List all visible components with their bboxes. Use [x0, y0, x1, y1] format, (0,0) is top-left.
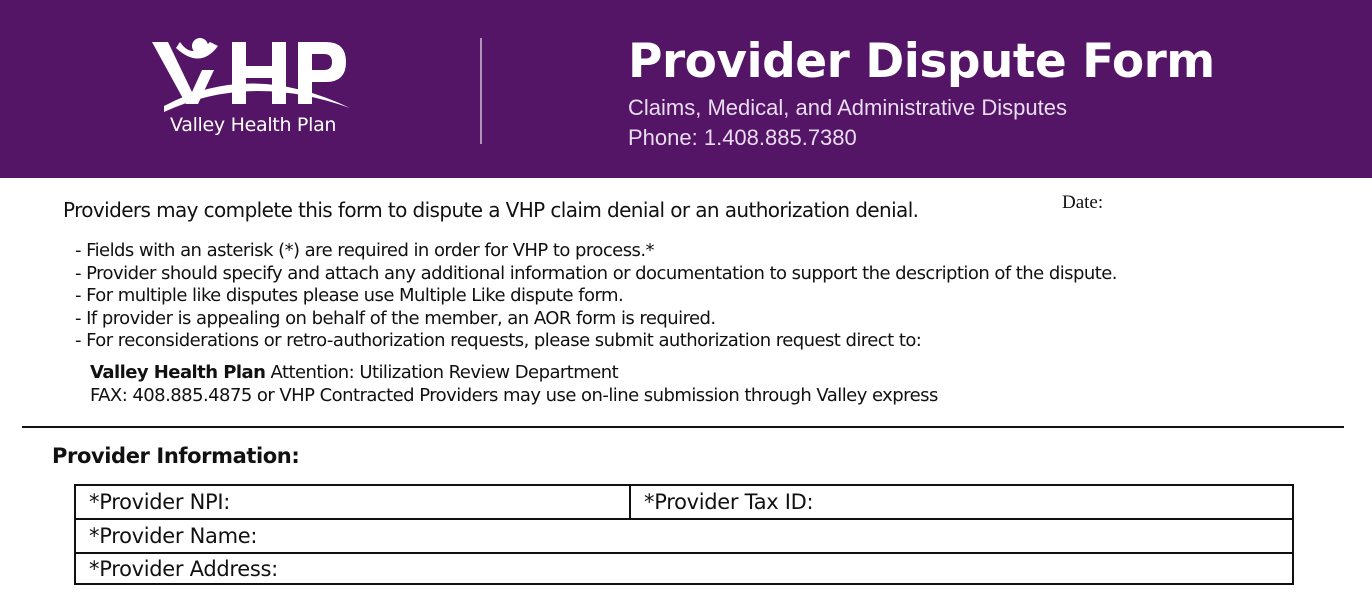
vhp-logo	[140, 30, 360, 150]
date-field-label[interactable]: Date:	[1062, 192, 1104, 213]
contact-phone: Phone: 1.408.885.7380	[628, 125, 857, 150]
provider-section-title: Provider Information:	[52, 444, 300, 468]
provider-name-label: *Provider Name:	[89, 524, 258, 548]
vhp-logo-mark	[140, 30, 360, 120]
provider-npi-field[interactable]	[76, 486, 631, 518]
list-item: - For multiple like disputes please use Multiple Like dispute form.	[75, 285, 624, 306]
list-item: - Provider should specify and attach any additional information or documentation to support the description of the dispute.	[75, 262, 1117, 284]
provider-tax-id-field[interactable]	[631, 486, 1292, 518]
header-banner	[0, 0, 1372, 178]
provider-name-field[interactable]	[76, 520, 1292, 552]
list-item: - If provider is appealing on behalf of the member, an AOR form is required.	[75, 307, 716, 329]
org-name: Valley Health Plan	[90, 362, 266, 383]
provider-address-label: *Provider Address:	[89, 556, 278, 581]
provider-tax-id-label: *Provider Tax ID:	[644, 490, 814, 514]
contact-block	[90, 362, 938, 407]
intro-text: Providers may complete this form to dispute a VHP claim denial or an authorization denial.	[63, 198, 919, 222]
provider-npi-label: *Provider NPI:	[89, 490, 231, 514]
fax-line: FAX: 408.885.4875 or VHP Contracted Providers may use on-line submission through Valley express	[90, 384, 938, 406]
attention-text: Attention: Utilization Review Department	[265, 362, 619, 383]
section-divider	[22, 426, 1344, 428]
page-title: Provider Dispute Form	[628, 34, 1215, 89]
table-row	[76, 486, 1292, 520]
table-row	[76, 520, 1292, 554]
list-item: - For reconsiderations or retro-authorization requests, please submit authorization request direct to:	[75, 330, 922, 351]
attention-line	[90, 362, 938, 385]
banner-divider	[480, 38, 482, 144]
logo-tagline: Valley Health Plan	[170, 114, 337, 136]
provider-info-table	[74, 484, 1294, 585]
list-item: - Fields with an asterisk (*) are required in order for VHP to process.*	[75, 240, 654, 261]
page-subtitle: Claims, Medical, and Administrative Disputes	[628, 95, 1067, 120]
instructions-list	[75, 240, 1117, 353]
table-row	[76, 554, 1292, 583]
provider-address-field[interactable]	[76, 554, 1292, 583]
